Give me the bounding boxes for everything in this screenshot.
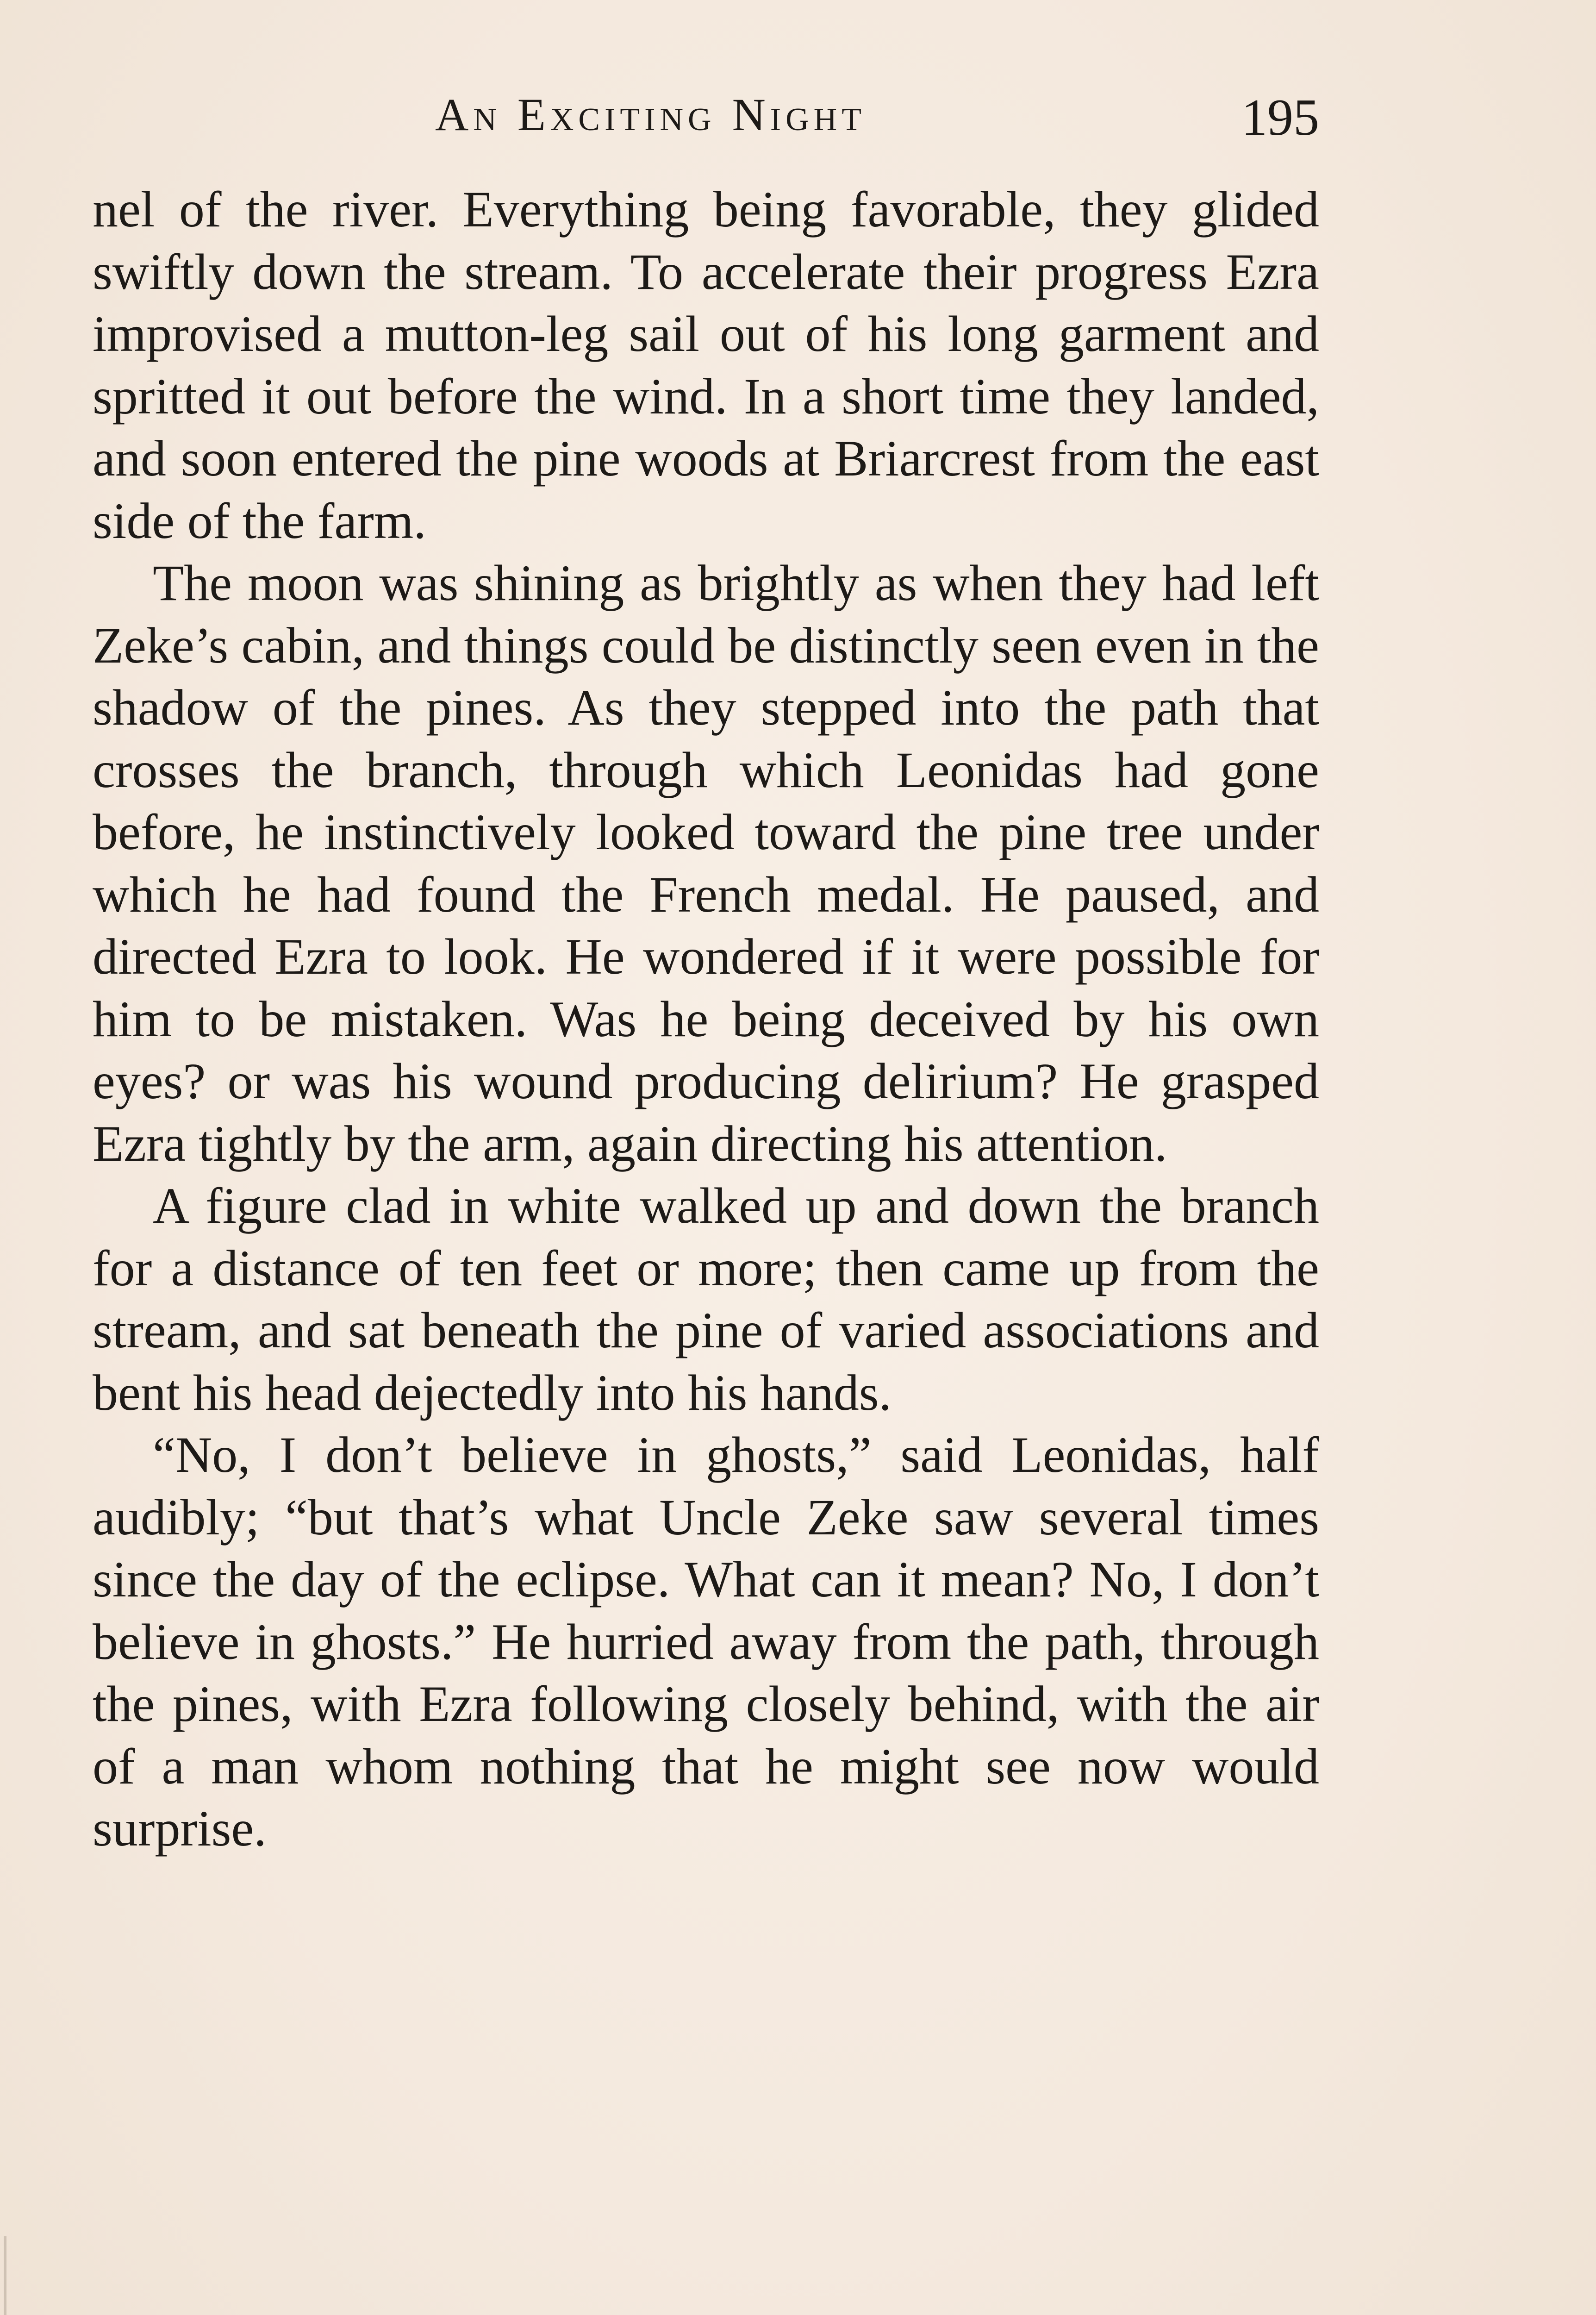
body-text: [93, 178, 1319, 1860]
paragraph-3: A figure clad in white walked up and down the branch for a distance of ten feet or more; then came up from the stream, and sat beneath the pine of varied associations and bent his head dejectedly into his hands.: [93, 1177, 1319, 1421]
page-number: 195: [1241, 89, 1319, 146]
page-header: [93, 74, 1319, 153]
paragraph-4: “No, I don’t believe in ghosts,” said Leonidas, half audibly; “but that’s what Uncle Zeke saw several times since the day of the eclipse. What can it mean? No, I don’t believe in ghosts.” He hurried away from the path, through the pines, with Ezra following closely behind, with the air of a man whom nothing that he might see now would surprise.: [93, 1427, 1319, 1857]
paragraph-2: The moon was shining as brightly as when they had left Zeke’s cabin, and things could be distinctly seen even in the shadow of the pines. As they stepped into the path that crosses the branch, through which Leonidas had gone before, he instinctively looked toward the pine tree under which he had found the French medal. He paused, and directed Ezra to look. He wondered if it were possible for him to be mistaken. Was he being deceived by his own eyes? or was his wound producing delirium? He grasped Ezra tightly by the arm, again directing his attention.: [93, 555, 1319, 1172]
running-title: An Exciting Night: [435, 89, 866, 140]
binding-edge-mark: [4, 2236, 6, 2315]
paragraph-1: nel of the river. Everything being favorable, they glided swiftly down the stream. To accelerate their progress Ezra improvised a mutton-leg sail out of his long garment and spritted it out before the wind. In a short time they landed, and soon entered the pine woods at Briarcrest from the east side of the farm.: [93, 181, 1319, 549]
